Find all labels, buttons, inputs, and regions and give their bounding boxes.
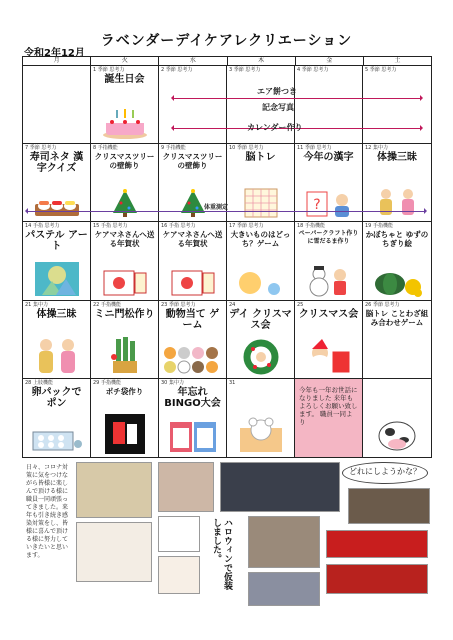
aircon-overlay: エア餅つき bbox=[257, 87, 297, 96]
cow-icon bbox=[372, 410, 422, 454]
calendar-cell bbox=[23, 379, 91, 457]
staff-message: 日々、コロナ対策に気をつけながら皆様に楽しんで頂ける様に職員一同頑張ってきました。来年も引き続き感染対策をし、皆様に喜んで頂ける様に努力していきたいと思います。 bbox=[26, 464, 69, 559]
activity-photo bbox=[158, 462, 214, 512]
event-label: 今年の漢字 bbox=[303, 152, 354, 164]
date-label: 24 bbox=[229, 301, 236, 308]
christmas-tree-icon bbox=[178, 188, 208, 218]
calendar-cell bbox=[363, 66, 431, 144]
exercise-people-icon bbox=[372, 186, 422, 218]
calendar-overlay: カレンダー作り bbox=[247, 123, 303, 132]
event-label: 年忘れ BINGO大会 bbox=[164, 386, 221, 409]
activity-photo bbox=[76, 462, 152, 518]
animal-faces-icon bbox=[162, 345, 224, 375]
activity-photo bbox=[248, 572, 320, 606]
photo-overlay: 記念写真 bbox=[262, 103, 294, 112]
date-label: 10 季節 思考力 bbox=[229, 145, 264, 152]
page-title: ラベンダーデイケアレクリエーション bbox=[100, 33, 353, 49]
activity-photo bbox=[326, 530, 428, 558]
date-label: 29 手指機能 bbox=[93, 379, 121, 386]
date-label: 12 集中力 bbox=[365, 145, 388, 152]
date-label: 9 手指機能 bbox=[161, 145, 186, 152]
date-label: 30 集中力 bbox=[161, 379, 184, 386]
activity-photo bbox=[76, 522, 152, 582]
date-label: 16 手指 思考力 bbox=[161, 223, 196, 230]
weekday-fri: 金 bbox=[296, 57, 364, 65]
weekday-tue: 火 bbox=[91, 57, 159, 65]
pumpkin-icon bbox=[370, 267, 424, 297]
date-label: 23 季節 思考力 bbox=[161, 301, 196, 308]
calendar-cell bbox=[295, 66, 363, 144]
kanji-quiz-icon bbox=[304, 190, 354, 218]
calendar-cell bbox=[159, 222, 227, 300]
photo-collage bbox=[22, 460, 432, 635]
arrow-line bbox=[26, 211, 426, 212]
calendar-cell-message bbox=[295, 379, 363, 457]
event-label: 卵パックで ポン bbox=[31, 386, 82, 409]
mouse-new-year-icon bbox=[236, 414, 286, 454]
date-label: 22 手指機能 bbox=[93, 301, 121, 308]
date-label: 17 季節 思考力 bbox=[229, 223, 264, 230]
santa-icon bbox=[304, 339, 354, 375]
calendar-cell bbox=[159, 301, 227, 379]
calendar-cell bbox=[91, 379, 159, 457]
calendar-cell bbox=[23, 222, 91, 300]
event-label: かぼちゃと ゆずのちぎり絵 bbox=[365, 230, 429, 249]
date-label: 21 集中力 bbox=[25, 301, 48, 308]
size-comparison-icon bbox=[236, 267, 286, 297]
date-label: 25 bbox=[297, 301, 304, 308]
christmas-tree-icon bbox=[110, 188, 140, 218]
calendar-cell bbox=[363, 379, 431, 457]
event-label: ペーパークラフト作りに雪だるま作り bbox=[298, 230, 359, 245]
date-label: 28 上肢機能 bbox=[25, 379, 53, 386]
date-label: 14 手指 思考力 bbox=[25, 223, 60, 230]
activity-photo bbox=[248, 516, 320, 568]
calendar-cell bbox=[295, 301, 363, 379]
svg-text:?: ? bbox=[312, 197, 321, 214]
date-label: 7 季節 思考力 bbox=[25, 145, 57, 152]
calendar-cell bbox=[159, 379, 227, 457]
weigh-overlay: 体重測定 bbox=[204, 204, 229, 211]
activity-photo bbox=[326, 564, 428, 594]
event-label: 寿司ネタ 漢字クイズ bbox=[29, 152, 84, 175]
event-label: ケアマネさんへ送る年賀状 bbox=[162, 230, 223, 249]
event-label: 動物当て ゲーム bbox=[165, 308, 220, 331]
date-label: 1 季節 思考力 bbox=[93, 67, 125, 73]
date-label: 26 季節 思考力 bbox=[365, 301, 400, 308]
halloween-caption: ハロウィンで仮装しました。 bbox=[211, 518, 232, 590]
event-label: デイ クリスマス会 bbox=[229, 308, 292, 331]
calendar-cell bbox=[23, 301, 91, 379]
arrow-line bbox=[172, 98, 422, 99]
event-label: ミニ門松作り bbox=[94, 308, 155, 320]
wreath-icon bbox=[241, 339, 281, 375]
date-label: 4 季節 思考力 bbox=[297, 67, 329, 73]
new-year-card-icon bbox=[102, 269, 148, 297]
sushi-icon bbox=[32, 196, 82, 218]
date-label: 18 手指機能 bbox=[297, 223, 325, 230]
activity-photo bbox=[348, 488, 430, 524]
event-label: ケアマネさんへ送る年賀状 bbox=[94, 230, 155, 249]
weekday-mon: 月 bbox=[23, 57, 91, 65]
weekday-thu: 木 bbox=[228, 57, 296, 65]
calendar-cell bbox=[91, 301, 159, 379]
calendar-grid bbox=[22, 65, 432, 458]
bingo-card-icon bbox=[168, 420, 218, 454]
speech-bubble: どれにしようかな？ bbox=[342, 462, 428, 484]
event-label: 脳トレ bbox=[245, 152, 276, 164]
calendar-cell bbox=[91, 66, 159, 144]
activity-photo bbox=[158, 556, 200, 594]
date-label: 8 手指機能 bbox=[93, 145, 118, 152]
calendar-cell bbox=[227, 222, 295, 300]
event-label: 脳トレ ことわざ組み合わせゲーム bbox=[365, 308, 429, 327]
date-label: 31 bbox=[229, 379, 236, 386]
calendar-cell bbox=[227, 379, 295, 457]
date-label: 15 手指 思考力 bbox=[93, 223, 128, 230]
calendar bbox=[22, 56, 432, 458]
calendar-cell bbox=[363, 301, 431, 379]
kadomatsu-icon bbox=[108, 335, 142, 375]
puzzle-grid-icon bbox=[244, 188, 278, 218]
pastel-art-icon bbox=[34, 261, 80, 297]
calendar-cell bbox=[295, 222, 363, 300]
activity-photo bbox=[220, 462, 340, 512]
event-label: クリスマス会 bbox=[298, 308, 359, 320]
exercise-people-icon bbox=[32, 335, 82, 375]
calendar-cell bbox=[91, 222, 159, 300]
calendar-cell bbox=[23, 66, 91, 144]
date-label: 11 季節 思考力 bbox=[297, 145, 332, 152]
event-label: パステル アート bbox=[25, 230, 88, 253]
date-label: 19 手指機能 bbox=[365, 223, 393, 230]
date-label: 3 季節 思考力 bbox=[229, 67, 261, 73]
weekday-sat: 土 bbox=[394, 57, 401, 64]
event-label: 体操三昧 bbox=[377, 152, 417, 164]
calendar-cell bbox=[363, 222, 431, 300]
calendar-cell bbox=[159, 66, 227, 144]
weekday-header bbox=[22, 56, 432, 65]
calendar-cell bbox=[227, 301, 295, 379]
year-end-message: 今年も一年お世話になりました 来年もよろしくお願い致します。 職員一同より bbox=[299, 385, 358, 426]
egg-carton-icon bbox=[31, 424, 83, 454]
event-label: ポチ袋作り bbox=[105, 386, 144, 396]
activity-photo bbox=[158, 516, 200, 552]
envelope-icon bbox=[105, 414, 145, 454]
event-label: クリスマスツリーの壁飾り bbox=[94, 152, 155, 171]
weekday-wed: 水 bbox=[159, 57, 227, 65]
event-label: 大きいものはどっち？ゲーム bbox=[230, 230, 291, 249]
date-label: 2 季節 思考力 bbox=[161, 67, 193, 73]
event-label: クリスマスツリーの壁飾り bbox=[162, 152, 223, 171]
birthday-cake-icon bbox=[100, 104, 150, 140]
event-label: 誕生日会 bbox=[104, 74, 145, 85]
event-label: 体操三昧 bbox=[36, 308, 77, 320]
month-label: 令和2年12月 bbox=[24, 48, 85, 59]
date-label: 5 季節 思考力 bbox=[365, 67, 397, 73]
snowman-icon bbox=[304, 265, 354, 297]
new-year-card-icon bbox=[170, 269, 216, 297]
